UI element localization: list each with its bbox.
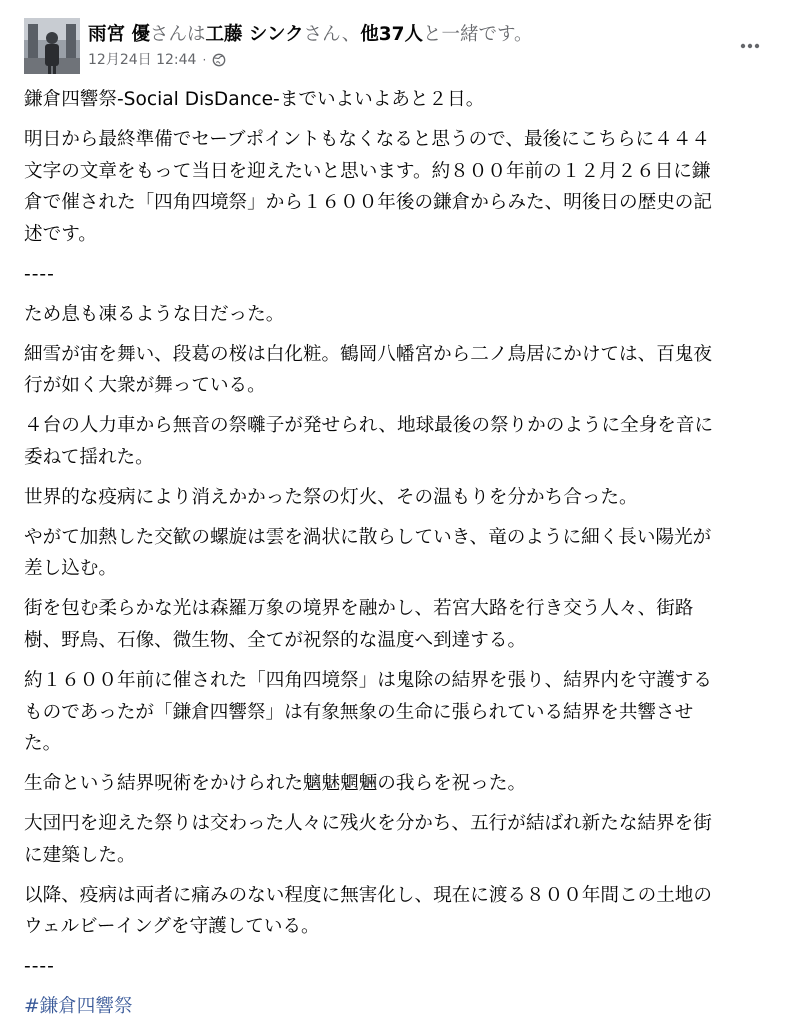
header-text (88, 22, 728, 69)
post-meta (88, 51, 728, 69)
post-paragraph: 以降、疫病は両者に痛みのない程度に無害化し、現在に渡る８００年間この土地の ウェルビーイングを守護している。 (24, 884, 712, 938)
post-paragraph: やがて加熱した交歓の螺旋は雲を渦状に散らしていき、竜のように細く長い陽光が 差し込む。 (24, 526, 712, 580)
author-name[interactable]: 雨宮 優 (88, 24, 150, 45)
with-text-2: さん、 (303, 24, 361, 45)
globe-icon[interactable] (212, 53, 226, 67)
post-paragraph: 細雪が宙を舞い、段葛の桜は白化粧。鶴岡八幡宮から二ノ鳥居にかけては、百鬼夜 行が如く大衆が舞っている。 (24, 343, 712, 397)
with-text-3: と一緒です。 (422, 24, 533, 45)
post-paragraph: 明日から最終準備でセーブポイントもなくなると思うので、最後にこちらに４４４ 文字の文章をもって当日を迎えたいと思います。約８００年前の１２月２６日に鎌 倉で催された「四角四境祭」から１６００年後の鎌倉からみた、明後日の歴史の記 述です。 (24, 128, 712, 246)
post-header (24, 18, 776, 74)
post-paragraph: 約１６００年前に催された「四角四境祭」は鬼除の結界を張り、結界内を守護する ものであったが「鎌倉四響祭」は有象無象の生命に張られている結界を共響させ た。 (24, 669, 712, 755)
post-body (24, 84, 784, 1023)
separator: · (202, 53, 207, 67)
with-text-1: さんは (149, 24, 206, 45)
avatar-photo (24, 18, 80, 74)
hashtag-link[interactable]: #鎌倉四響祭 (24, 995, 133, 1017)
post-attribution (88, 22, 728, 48)
post-paragraph: 鎌倉四響祭-Social DisDance-までいよいよあと２日。 (24, 89, 485, 110)
post-paragraph: 街を包む柔らかな光は森羅万象の境界を融かし、若宮大路を行き交う人々、街路 樹、野鳥、石像、微生物、全てが祝祭的な温度へ到達する。 (24, 598, 694, 651)
post-paragraph: 世界的な疫病により消えかかった祭の灯火、その温もりを分かち合った。 (24, 486, 638, 508)
timestamp[interactable]: 12月24日 12:44 (88, 52, 197, 68)
avatar[interactable] (24, 18, 80, 74)
separator-line: ---- (24, 956, 55, 978)
others-link[interactable]: 他37人 (360, 24, 423, 45)
post-paragraph: 生命という結界呪術をかけられた魑魅魍魎の我らを祝った。 (24, 773, 527, 795)
separator-line: ---- (24, 263, 55, 285)
tagged-person[interactable]: 工藤 シンク (205, 24, 304, 45)
post-paragraph: 大団円を迎えた祭りは交わった人々に残火を分かち、五行が結ばれ新たな結界を街 に建築した。 (24, 812, 712, 866)
more-horizontal-icon (740, 43, 760, 49)
post-paragraph: ため息も凍るような日だった。 (24, 303, 285, 325)
post-paragraph: ４台の人力車から無音の祭囃子が発せられ、地球最後の祭りかのように全身を音に 委ねて揺れた。 (24, 415, 714, 468)
more-options-button[interactable] (732, 28, 768, 64)
